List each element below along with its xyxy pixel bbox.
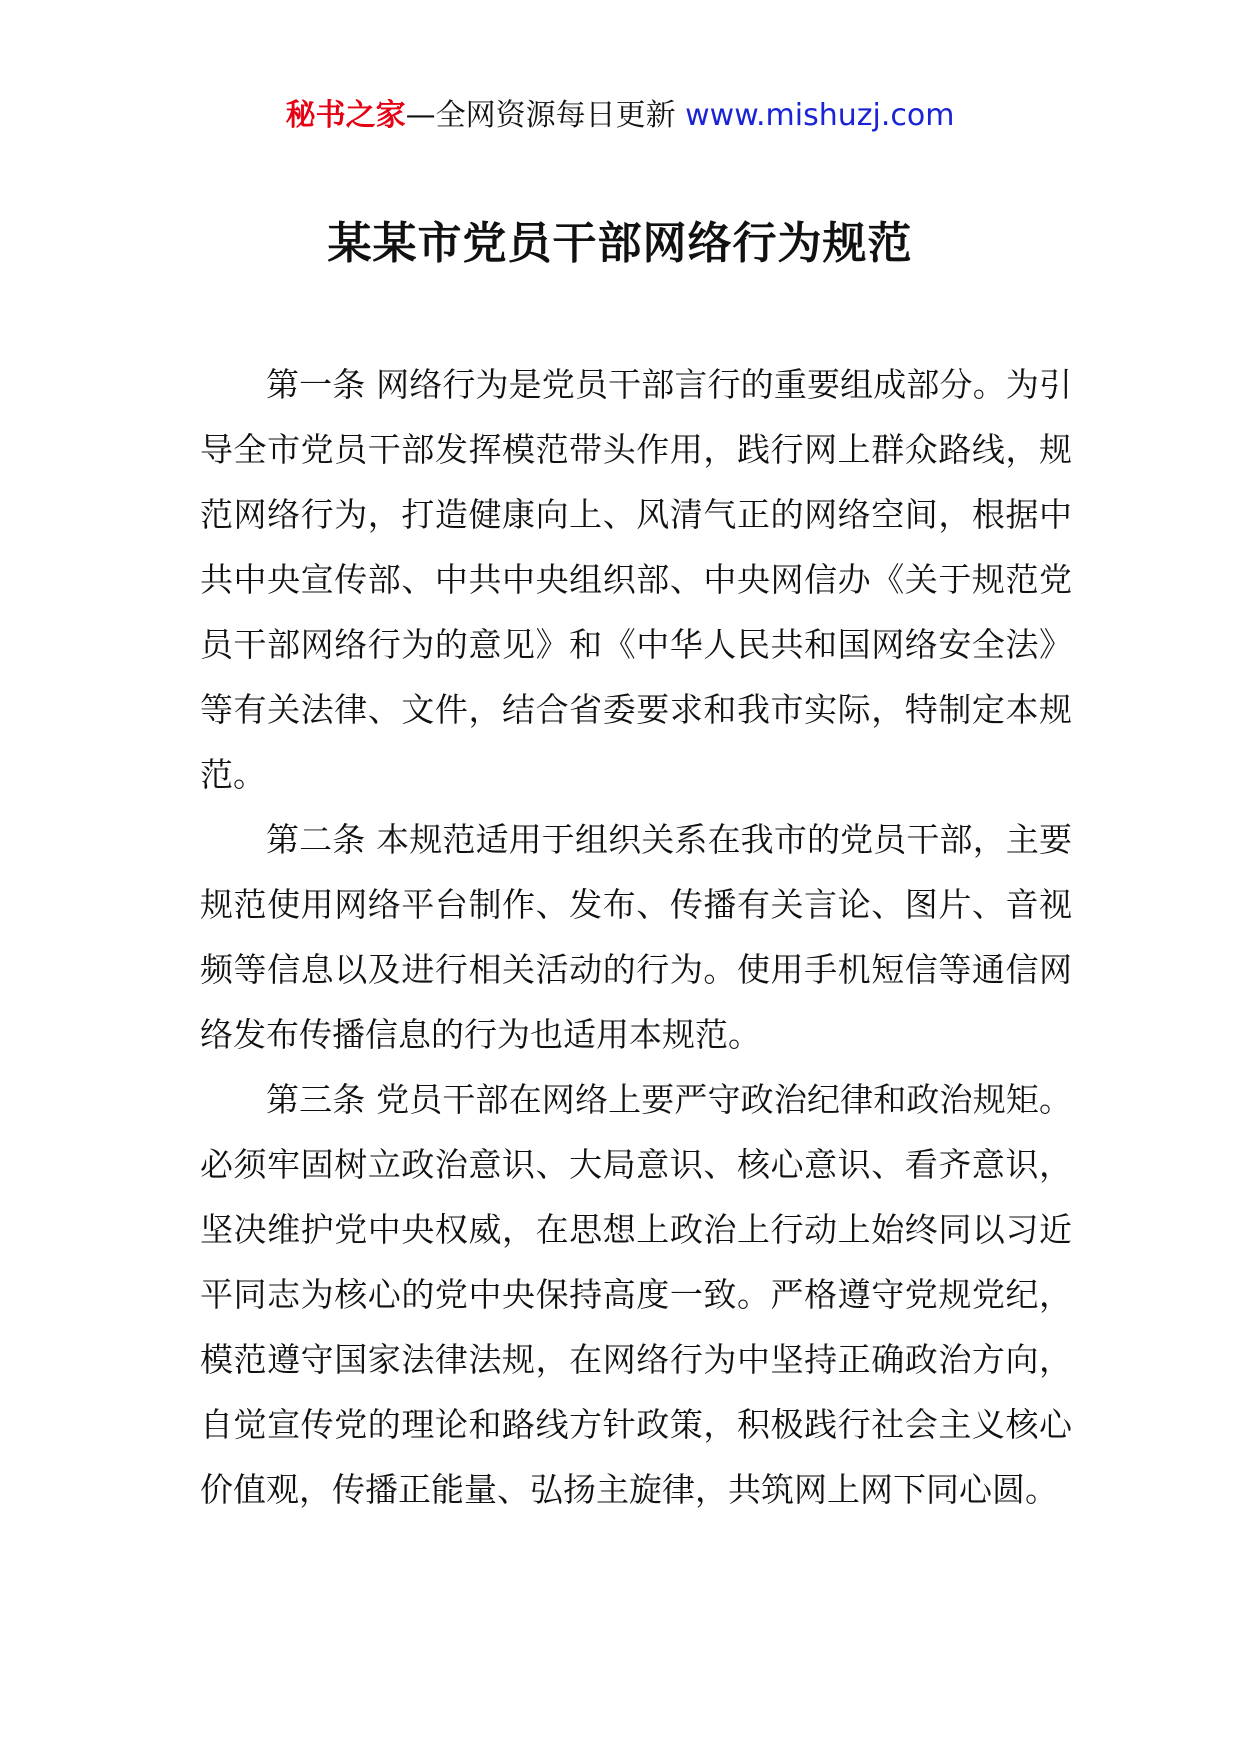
page-header bbox=[0, 96, 1240, 136]
article-3-paragraph: 第三条 党员干部在网络上要严守政治纪律和政治规矩。必须牢固树立政治意识、大局意识、核心意识、看齐意识，坚决维护党中央权威，在思想上政治上行动上始终同以习近平同志为核心的党中央保持高度一致。严格遵守党规党纪，模范遵守国家法律法规，在网络行为中坚持正确政治方向，自觉宣传党的理论和路线方针政策，积极践行社会主义核心价值观，传播正能量、弘扬主旋律，共筑网上网下同心圆。 bbox=[200, 1080, 1072, 1509]
article-1-paragraph: 第一条 网络行为是党员干部言行的重要组成部分。为引导全市党员干部发挥模范带头作用，践行网上群众路线，规范网络行为，打造健康向上、风清气正的网络空间，根据中共中央宣传部、中共中央组织部、中央网信办《关于规范党员干部网络行为的意见》和《中华人民共和国网络安全法》等有关法律、文件，结合省委要求和我市实际，特制定本规范。 bbox=[200, 365, 1072, 794]
article-2-paragraph: 第二条 本规范适用于组织关系在我市的党员干部，主要规范使用网络平台制作、发布、传播有关言论、图片、音视频等信息以及进行相关活动的行为。使用手机短信等通信网络发布传播信息的行为也适用本规范。 bbox=[200, 820, 1072, 1054]
brand-name: 秘书之家 bbox=[285, 98, 406, 133]
site-url-link[interactable]: www.mishuzj.com bbox=[685, 98, 955, 133]
header-tagline: —全网资源每日更新 bbox=[405, 98, 676, 133]
document-title: 某某市党员干部网络行为规范 bbox=[327, 218, 913, 269]
document-body bbox=[200, 352, 1072, 1522]
